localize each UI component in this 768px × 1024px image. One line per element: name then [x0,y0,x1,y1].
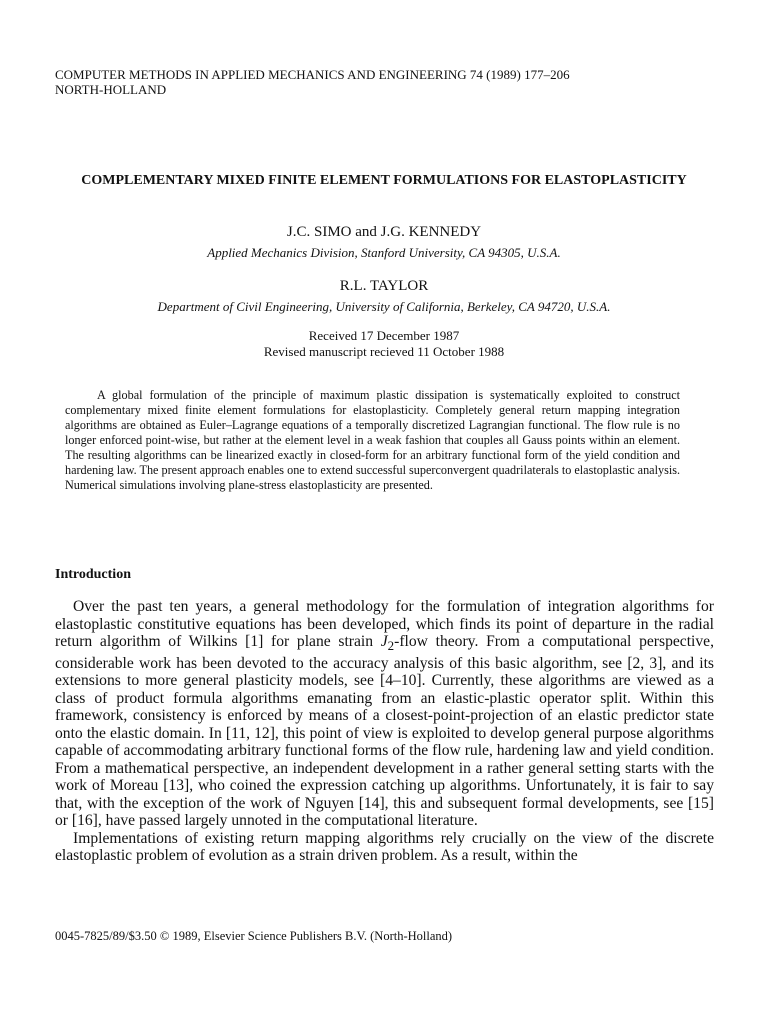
journal-citation: COMPUTER METHODS IN APPLIED MECHANICS AND ENGINEERING 74 (1989) 177–206 [55,67,570,82]
affiliation-line-1: Applied Mechanics Division, Stanford University, CA 94305, U.S.A. [207,245,561,260]
paragraph-text: -flow theory. From a computational perspective, considerable work has been devoted to the accuracy analysis of this basic algorithm, see [2, 3], and its extensions to more general plasticity models, see [4–10]. Currently, these algorithms are viewed as a class of product formula algorithms emanating from an elastic-plastic operator split. Within this framework, consistency is enforced by means of a closest-point-projection of an elastic predictor state onto the elastic domain. In [11, 12], this point of view is exploited to develop general purpose algorithms capable of accommodating arbitrary functional forms of the flow rule, hardening law and yield condition. From a mathematical perspective, an independent development in a rather general setting starts with the work of Moreau [13], who coined the expression catching up algorithms. Unfortunately, it is fair to say that, with the exception of the work of Nguyen [14], this and subsequent formal developments, see [15] or [16], have passed largely unnoted in the computational literature. [55,633,714,830]
introduction-paragraph-2: Implementations of existing return mapping algorithms rely crucially on the view of the discrete elastoplastic problem of evolution as a strain driven problem. As a result, within the [55,829,714,865]
math-symbol-j: J [380,633,388,650]
paragraph-text: Over the past ten years, a general methodology for the formulation of integration algorithms for elastoplastic constitutive equations has been developed, which finds its point of departure in the radial return algorithm of Wilkins [1] for plane strain [55,598,714,650]
introduction-paragraph-1 [55,598,714,830]
article-title: COMPLEMENTARY MIXED FINITE ELEMENT FORMULATIONS FOR ELASTOPLASTICITY [81,173,687,188]
journal-header [55,67,570,97]
authors-line-1: J.C. SIMO and J.G. KENNEDY [286,224,482,240]
authors-line-2: R.L. TAYLOR [339,278,429,294]
received-date: Received 17 December 1987 [308,328,460,343]
abstract: A global formulation of the principle of maximum plastic dissipation is systematically exploited to construct complementary mixed finite element formulations for elastoplasticity. Completely general return mapping integration algorithms are obtained as Euler–Lagrange equations of a temporally discretized Lagrangian functional. The flow rule is no longer enforced point-wise, but rather at the element level in a weak fashion that couples all Gauss points within an element. The resulting algorithms can be linearized exactly in closed-form for an arbitrary functional form of the yield condition and hardening law. The present approach enables one to extend successful superconvergent quadrilaterals to elastoplastic analysis. Numerical simulations involving plane-stress elastoplasticity are presented. [65,388,680,492]
introduction-body [55,598,714,865]
publisher-name: NORTH-HOLLAND [55,82,167,97]
math-subscript: 2 [387,638,395,654]
revised-date: Revised manuscript recieved 11 October 1988 [263,344,505,359]
affiliation-line-2: Department of Civil Engineering, University of California, Berkeley, CA 94720, U.S.A. [157,299,611,314]
copyright-footer: 0045-7825/89/$3.50 © 1989, Elsevier Science Publishers B.V. (North-Holland) [55,929,453,943]
section-heading-introduction: Introduction [55,567,131,582]
